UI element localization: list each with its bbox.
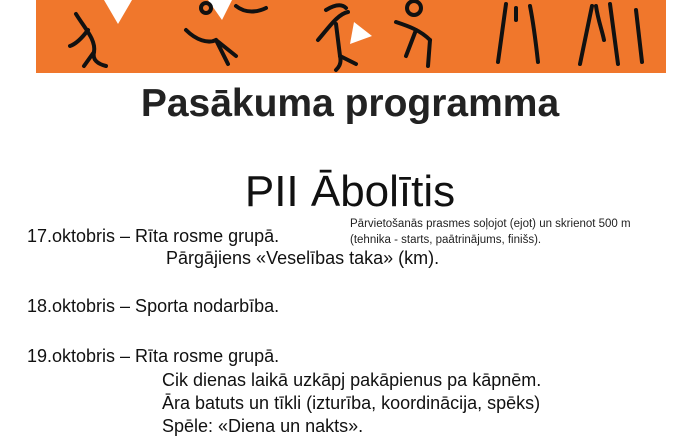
schedule-item: Āra batuts un tīkli (izturība, koordinācija, spēks) — [162, 393, 541, 413]
day-heading-18: 18.oktobris – Sporta nodarbība. — [27, 296, 280, 316]
schedule-item: Cik dienas laikā uzkāpj pakāpienus pa kāpnēm. — [162, 370, 542, 390]
figure-walking-icon — [580, 4, 642, 64]
schedule-item: Pārgājiens «Veselības taka» (km). — [166, 248, 440, 268]
banner-figures — [36, 0, 666, 73]
figure-running-icon — [318, 5, 356, 70]
note-line: Pārvietošanās prasmes soļojot (ejot) un skrienot 500 m — [350, 218, 631, 230]
figure-sitting-icon — [70, 14, 106, 66]
note-line: (tehnika - starts, paātrinājums, finišs). — [350, 234, 542, 246]
kindergarten-name: PII Ābolītis — [244, 167, 456, 216]
figure-leaning-icon — [186, 3, 266, 64]
header-banner — [36, 0, 666, 73]
schedule-item: Spēle: «Diena un nakts». — [162, 416, 364, 436]
day-heading-17: 17.oktobris – Rīta rosme grupā. — [27, 226, 280, 246]
page-title: Pasākuma programma — [140, 82, 560, 125]
figure-standing-icon — [498, 4, 538, 62]
triangle-decoration — [104, 0, 132, 24]
figure-crouching-icon — [396, 1, 430, 66]
triangle-decoration — [350, 22, 372, 44]
day-heading-19: 19.oktobris – Rīta rosme grupā. — [27, 346, 280, 366]
